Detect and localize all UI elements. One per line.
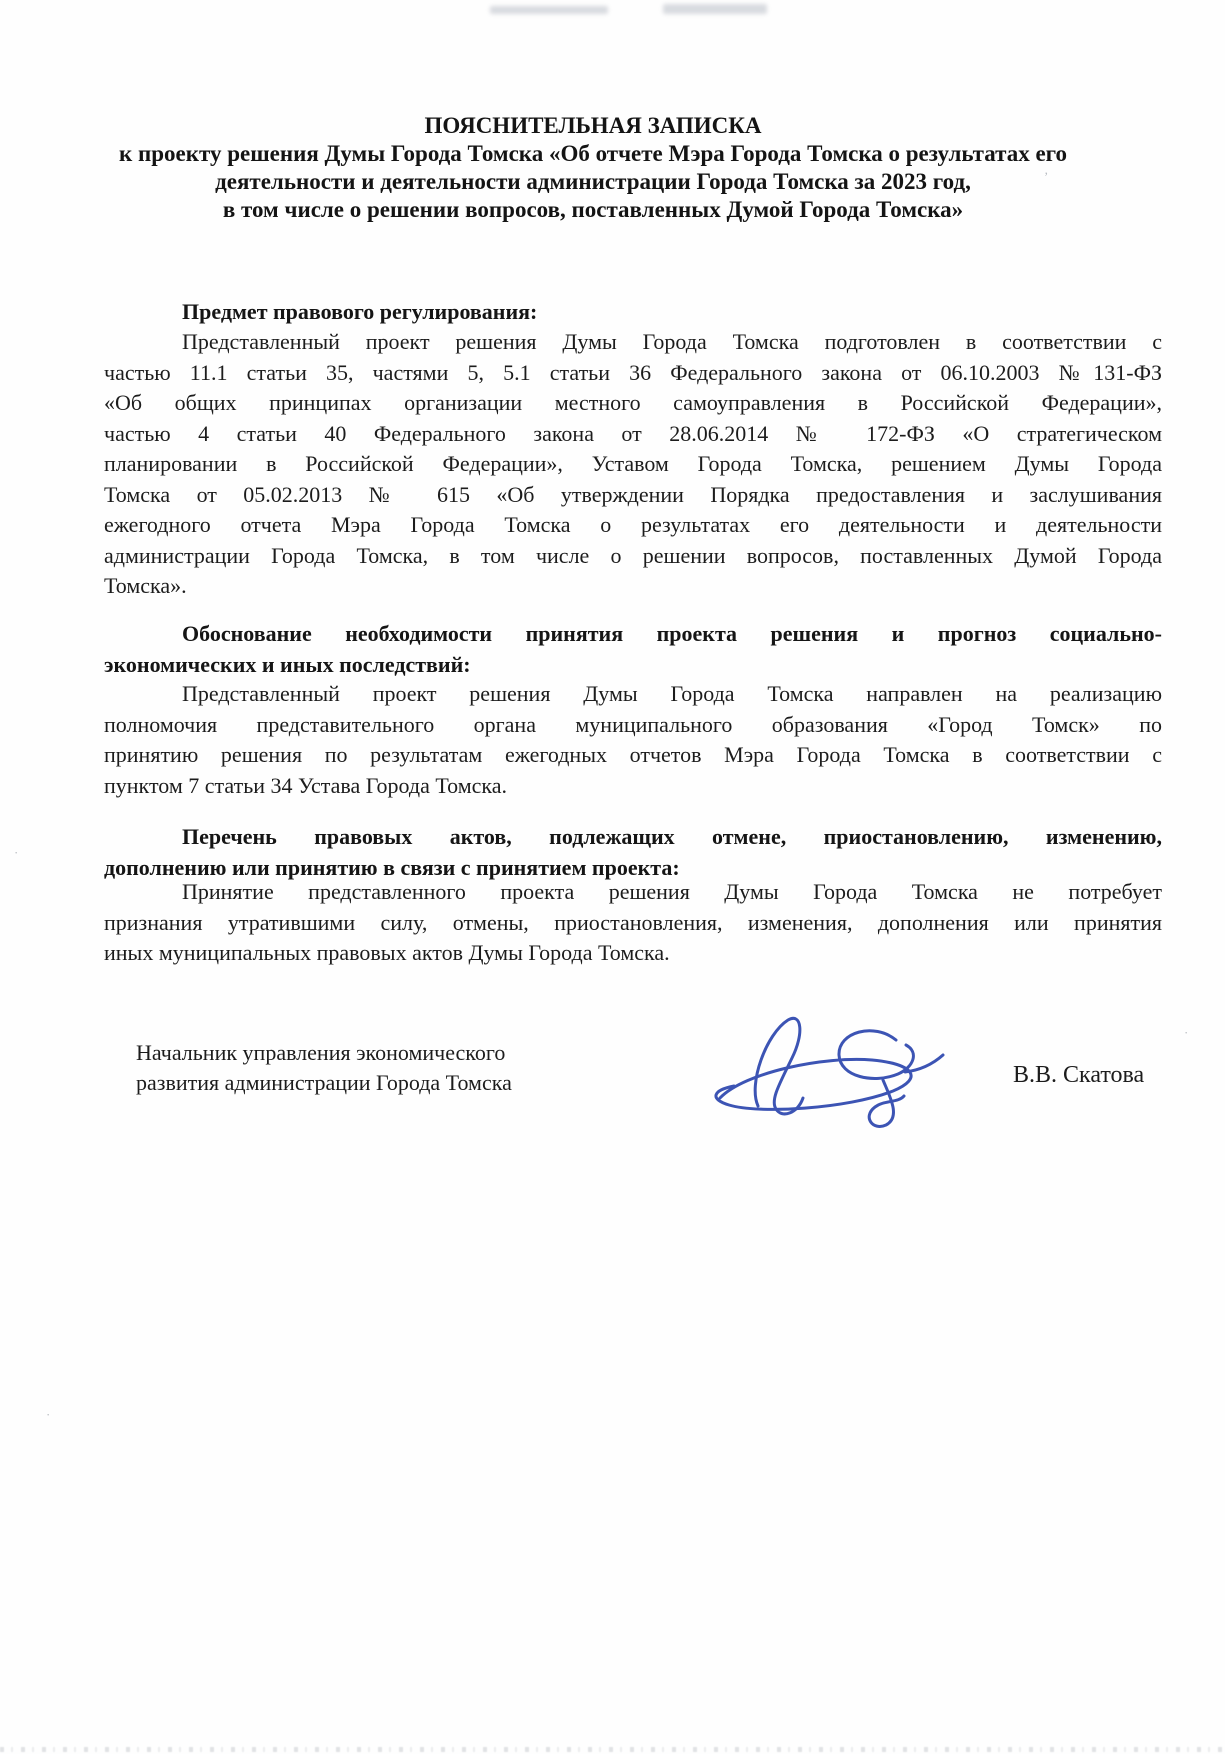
paragraph-legal-basis	[104, 327, 1162, 602]
paragraph-justification	[104, 679, 1162, 801]
paragraph-line: Принятие представленного проекта решения Думы Города Томска не потребует	[182, 879, 1162, 904]
paragraph-line: принятию решения по результатам ежегодных отчетов Мэра Города Томска в соответствии с	[104, 742, 1162, 767]
scan-speck: ’	[1044, 169, 1049, 184]
handwritten-signature-ink	[700, 1000, 950, 1130]
scan-artifact-top-left	[490, 6, 608, 14]
title-line: к проекту решения Думы Города Томска «Об отчете Мэра Города Томска о результатах его	[118, 141, 1068, 166]
section-heading-line: Обоснование необходимости принятия проекта решения и прогноз социально-	[182, 621, 1162, 646]
paragraph-line: пунктом 7 статьи 34 Устава Города Томска.	[104, 772, 508, 798]
document-title	[104, 112, 1082, 224]
paragraph-line: администрации Города Томска, в том числе о решении вопросов, поставленных Думой Города	[104, 542, 1162, 568]
section-heading-line: экономических и иных последствий:	[104, 651, 471, 677]
paragraph-line: полномочия представительного органа муниципального образования «Город Томск» по	[104, 711, 1162, 737]
paragraph-line: признания утратившими силу, отмены, приостановления, изменения, дополнения или принятия	[104, 909, 1162, 935]
section-heading-justification	[104, 619, 1162, 680]
section-heading-line: Перечень правовых актов, подлежащих отмене, приостановлению, изменению,	[182, 824, 1162, 849]
title-line: в том числе о решении вопросов, поставленных Думой Города Томска»	[222, 197, 964, 222]
paragraph-line: «Об общих принципах организации местного самоуправления в Российской Федерации»,	[104, 390, 1162, 415]
paragraph-line: планировании в Российской Федерации», Уставом Города Томска, решением Думы Города	[104, 451, 1162, 476]
scan-speck: ·	[46, 1407, 51, 1422]
paragraph-line: частью 4 статьи 40 Федерального закона от 28.06.2014 № 172-ФЗ «О стратегическом	[104, 420, 1162, 446]
signatory-position	[136, 1038, 636, 1098]
signature-stroke-group	[716, 1018, 943, 1126]
paragraph-line: Томска».	[104, 573, 187, 598]
section-heading-acts-list	[104, 822, 1162, 883]
title-line: деятельности и деятельности администрации Города Томска за 2023 год,	[215, 169, 971, 194]
title-line: ПОЯСНИТЕЛЬНАЯ ЗАПИСКА	[424, 113, 762, 138]
paragraph-line: иных муниципальных правовых актов Думы Города Томска.	[104, 940, 670, 965]
scan-speck: ·	[1184, 1025, 1189, 1040]
paragraph-line: Томска от 05.02.2013 № 615 «Об утверждении Порядка предоставления и заслушивания	[104, 481, 1162, 507]
signatory-position-line: Начальник управления экономического	[136, 1040, 506, 1065]
section-heading-subject	[104, 297, 1162, 328]
section-heading-line: Предмет правового регулирования:	[182, 299, 538, 324]
paragraph-line: Представленный проект решения Думы Города Томска направлен на реализацию	[182, 681, 1162, 706]
scan-speck: ·	[14, 845, 19, 860]
scan-artifact-top-right	[663, 4, 767, 14]
scan-artifact-bottom-band	[0, 1747, 1225, 1752]
section-heading-line: дополнению или принятию в связи с принятием проекта:	[104, 854, 680, 880]
paragraph-line: ежегодного отчета Мэра Города Томска о результатах его деятельности и деятельности	[104, 512, 1162, 537]
paragraph-line: Представленный проект решения Думы Города Томска подготовлен в соответствии с	[182, 329, 1162, 354]
paragraph-acts-list	[104, 877, 1162, 969]
signatory-name: В.В. Скатова	[1013, 1062, 1145, 1088]
paragraph-line: частью 11.1 статьи 35, частями 5, 5.1 статьи 36 Федерального закона от 06.10.2003 №131-ФЗ	[104, 359, 1162, 385]
signatory-position-line: развития администрации Города Томска	[136, 1070, 512, 1095]
